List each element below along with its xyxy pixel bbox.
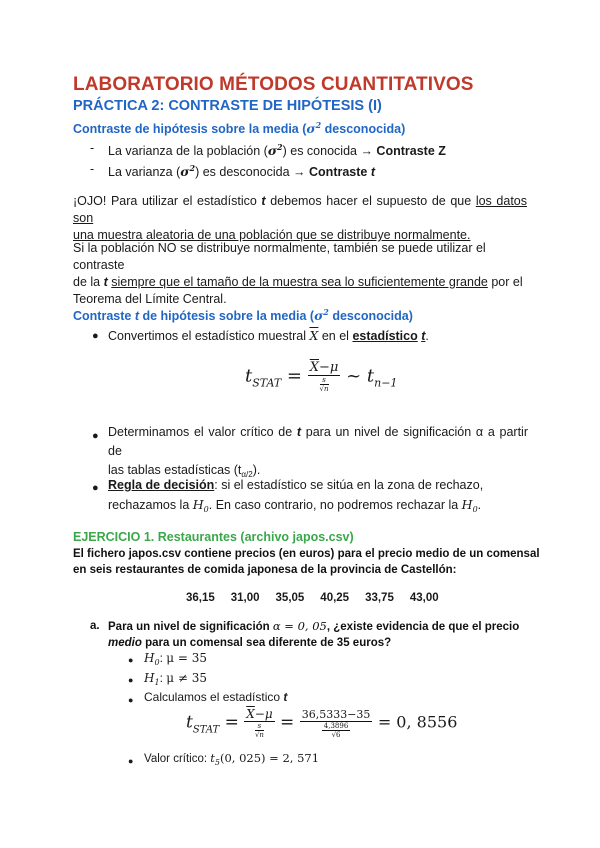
price-value: 31,00 (230, 592, 260, 604)
calc-label: Calculamos el estadístico t (144, 690, 288, 704)
t-stat-calculation: $t_{STAT}$ = $\frac{\overline{X}-\mu}{\frac{s}{√n}}$ = $\frac{36,5333-35}{\frac{4,3896}{√6}}$ = 0, 8556 (186, 707, 458, 739)
price-value: 36,15 (186, 592, 215, 604)
bullet-dot: ● (128, 675, 134, 685)
bullet-dot: ● (128, 756, 134, 766)
critical-value: Valor crítico: $t_5(0$, 025) = 2, 571 (144, 751, 320, 767)
null-hypothesis: $H_0$: μ = 35 (144, 651, 207, 667)
bullet-dot: ● (92, 430, 99, 442)
price-value: 43,00 (409, 592, 439, 604)
bullet-dot: ● (92, 482, 99, 494)
question-a: Para un nivel de significación α = 0, 05, ¿existe evidencia de que el precio medio para un comensal sea diferente de 35 euros? (108, 619, 520, 649)
section1-heading: Contraste de hipótesis sobre la media ($\sigma^2$ desconocida) (73, 120, 406, 136)
bullet-dot: ● (92, 330, 99, 342)
t-stat-formula: $t_{STAT}$ = $\frac{\overline{X}-\mu}{\frac{s}{√n}}$ ~ $t_{n-1}$ (245, 360, 398, 393)
dash-bullet: - (90, 141, 95, 155)
note-large-sample: Si la población NO se distribuye normalmente, también se puede utilizar el contraste de la t siempre que el tamaño de la muestra sea lo suficientemente grande por el Teorema del Límite Central. (73, 241, 523, 306)
page-subtitle: PRÁCTICA 2: CONTRASTE DE HIPÓTESIS (I) (73, 98, 382, 114)
note-normality: ¡OJO! Para utilizar el estadístico t debemos hacer el supuesto de que los datos son una muestra aleatoria de una población que se distribuye normalmente. (73, 194, 528, 242)
price-value: 35,05 (275, 592, 305, 604)
convert-statistic-item: Convertimos el estadístico muestral $\overline{X}$ en el estadístico t. (108, 328, 429, 343)
section2-heading: Contraste t de hipótesis sobre la media ($\sigma^2$ desconocida) (73, 307, 413, 323)
dash-bullet: - (90, 162, 95, 176)
bullet-dot: ● (128, 695, 134, 705)
critical-value-item: Determinamos el valor crítico de t para un nivel de significación α a partir de las tablas estadísticas $(t_{\alpha/2})$. (108, 425, 528, 479)
alt-hypothesis: $H_1$: μ ≠ 35 (144, 671, 207, 687)
variance-unknown-item: La varianza $(\sigma^2)$ es desconocida → Contraste t (108, 163, 376, 179)
price-value: 33,75 (365, 592, 394, 604)
bullet-dot: ● (128, 655, 134, 665)
price-list (186, 592, 439, 604)
question-label: a. (90, 620, 100, 632)
exercise-title: EJERCICIO 1. Restaurantes (archivo japos.csv) (73, 530, 354, 544)
variance-known-item: La varianza de la población $(\sigma^2)$ es conocida → Contraste Z (108, 142, 446, 158)
price-value: 40,25 (320, 592, 350, 604)
page-title: LABORATORIO MÉTODOS CUANTITATIVOS (73, 74, 474, 95)
decision-rule-item: Regla de decisión: si el estadístico se sitúa en la zona de rechazo, rechazamos la $H_0$. En caso contrario, no podremos rechazar la $H_0$. (108, 478, 484, 514)
exercise-description: El fichero japos.csv contiene precios (en euros) para el precio medio de un comensal en seis restaurantes de comida japonesa de la provincia de Castellón: (73, 548, 540, 576)
